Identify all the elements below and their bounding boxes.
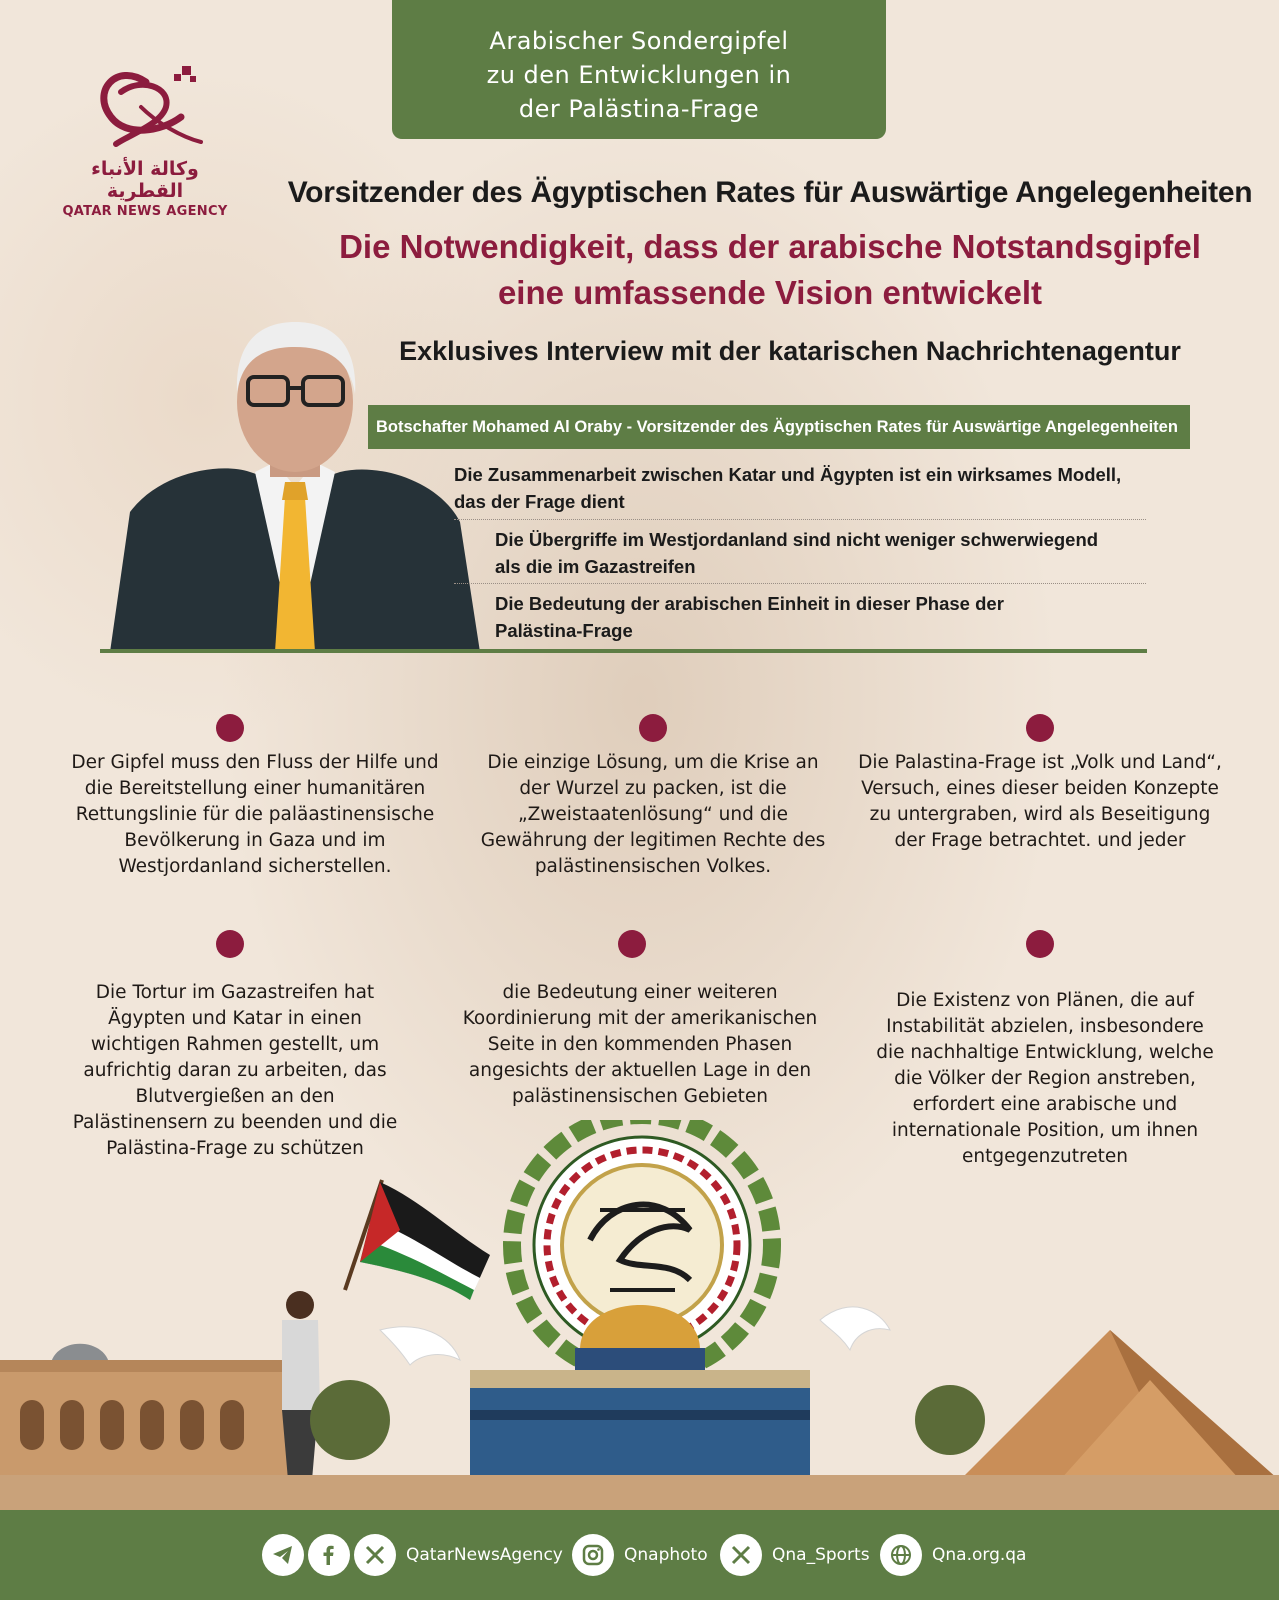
paragraph-line: palästinensischen Gebieten <box>511 1086 769 1107</box>
tree-icon <box>310 1380 390 1460</box>
paragraph-line: angesichts der aktuellen Lage in den <box>468 1060 812 1081</box>
paragraph-line: Die einzige Lösung, um die Krise an <box>487 752 819 773</box>
headline-line: Die Notwendigkeit, dass der arabische Notstandsgipfel <box>339 228 1201 265</box>
paragraph-line: palästinensischen Volkes. <box>534 856 772 877</box>
paragraph-line: erfordert eine arabische und <box>912 1094 1178 1115</box>
paragraph-line: die Bereitstellung einer humanitären <box>84 778 426 799</box>
dove-icon <box>820 1307 890 1350</box>
paragraph-line: internationale Position, um ihnen <box>891 1120 1199 1141</box>
paragraph-line: „Zweistaatenlösung“ und die <box>518 804 788 825</box>
social-qna[interactable] <box>262 1510 563 1600</box>
paragraph-line: Versuch, eines dieser beiden Konzepte <box>861 778 1219 799</box>
paragraph-line: der Wurzel zu packen, ist die <box>519 778 787 799</box>
palestine-flag-icon <box>345 1180 490 1300</box>
tree-icon <box>915 1385 985 1455</box>
paragraph-line: Instabilität abzielen, insbesondere <box>886 1016 1204 1037</box>
paragraph-line: die nachhaltige Entwicklung, welche <box>876 1042 1214 1063</box>
quote-paragraph <box>55 750 455 880</box>
paragraph-line: Die Existenz von Plänen, die auf <box>896 990 1194 1011</box>
divider <box>454 583 1146 584</box>
key-point-line: Die Zusammenarbeit zwischen Katar und Ägypten ist ein wirksames Modell, <box>454 464 1122 485</box>
paragraph-line: der Frage betrachtet. und jeder <box>894 830 1186 851</box>
globe-icon[interactable] <box>880 1534 922 1576</box>
interview-heading: Exklusives Interview mit der katarischen Nachrichtenagentur <box>399 336 1181 366</box>
qna-emblem-icon <box>86 62 206 152</box>
paragraph-line: entgegenzutreten <box>962 1146 1128 1167</box>
bullet-icon <box>639 714 667 742</box>
bullet-icon <box>618 930 646 958</box>
al-aqsa-mosque-icon <box>0 1344 290 1480</box>
paragraph-line: wichtigen Rahmen gestellt, um <box>90 1034 380 1055</box>
banner-line: Arabischer Sondergipfel <box>489 27 789 55</box>
portrait-photo <box>100 322 490 652</box>
footer <box>0 1510 1279 1600</box>
bullet-icon <box>1026 930 1054 958</box>
quote-paragraph <box>445 980 835 1110</box>
paragraph-line: Die Tortur im Gazastreifen hat <box>95 982 375 1003</box>
logo-english-text: QATAR NEWS AGENCY <box>62 204 228 219</box>
banner-line: der Palästina-Frage <box>518 95 760 123</box>
bullet-icon <box>1026 714 1054 742</box>
bullet-icon <box>216 930 244 958</box>
landmarks-illustration <box>0 1120 1279 1510</box>
section-divider <box>100 649 1147 653</box>
paragraph-line: Seite in den kommenden Phasen <box>487 1034 793 1055</box>
key-point <box>495 590 1135 644</box>
paragraph-line: Koordinierung mit der amerikanischen <box>462 1008 818 1029</box>
key-point-line: Palästina-Frage <box>495 620 633 641</box>
bullet-icon <box>216 714 244 742</box>
telegram-icon[interactable] <box>262 1534 304 1576</box>
pyramids-icon <box>960 1330 1279 1480</box>
event-banner <box>392 0 886 139</box>
paragraph-line: Rettungslinie für die paläastinensische <box>75 804 435 825</box>
key-point-line: Die Bedeutung der arabischen Einheit in dieser Phase der <box>495 593 1004 614</box>
dove-icon <box>380 1327 460 1365</box>
instagram-icon[interactable] <box>572 1534 614 1576</box>
social-handle[interactable]: Qna_Sports <box>772 1545 870 1565</box>
dome-of-the-rock-icon <box>470 1305 810 1480</box>
divider <box>454 519 1146 520</box>
person-silhouette-icon <box>282 1291 320 1480</box>
paragraph-line: die Völker der Region anstreben, <box>894 1068 1196 1089</box>
social-instagram[interactable] <box>572 1510 708 1600</box>
paragraph-line: Blutvergießen an den <box>135 1086 335 1107</box>
paragraph-line: Gewährung der legitimen Rechte des <box>480 830 826 851</box>
key-point-line: als die im Gazastreifen <box>495 556 696 577</box>
social-handle[interactable]: Qnaphoto <box>624 1545 708 1565</box>
social-website[interactable] <box>880 1510 1026 1600</box>
headline-line: eine umfassende Vision entwickelt <box>497 274 1043 311</box>
social-handle[interactable]: QatarNewsAgency <box>406 1545 563 1565</box>
speaker-name-bar: Botschafter Mohamed Al Oraby - Vorsitzender des Ägyptischen Rates für Auswärtige Angelegenheiten <box>368 405 1190 449</box>
paragraph-line: Palästina-Frage zu schützen <box>106 1138 364 1159</box>
paragraph-line: aufrichtig daran zu arbeiten, das <box>83 1060 387 1081</box>
key-point <box>454 461 1144 515</box>
paragraph-line: die Bedeutung einer weiteren <box>502 982 778 1003</box>
paragraph-line: zu untergraben, wird als Beseitigung <box>869 804 1211 825</box>
x-twitter-icon[interactable] <box>354 1534 396 1576</box>
key-point-line: Die Übergriffe im Westjordanland sind nicht weniger schwerwiegend <box>495 529 1099 550</box>
paragraph-line: Der Gipfel muss den Fluss der Hilfe und <box>71 752 439 773</box>
paragraph-line: Bevölkerung in Gaza und im <box>124 830 386 851</box>
qna-logo <box>60 62 230 219</box>
subtitle: Vorsitzender des Ägyptischen Rates für Auswärtige Angelegenheiten <box>287 176 1253 209</box>
paragraph-line: Die Palastina-Frage ist „Volk und Land“, <box>858 752 1222 773</box>
quote-paragraph <box>460 750 846 880</box>
key-point-line: das der Frage dient <box>454 491 625 512</box>
paragraph-line: Westjordanland sicherstellen. <box>118 856 392 877</box>
banner-line: zu den Entwicklungen in <box>486 61 792 89</box>
x-twitter-icon[interactable] <box>720 1534 762 1576</box>
logo-arabic-text: وكالة الأنباء القطرية <box>91 158 199 202</box>
facebook-icon[interactable] <box>308 1534 350 1576</box>
social-handle[interactable]: Qna.org.qa <box>932 1545 1027 1565</box>
paragraph-line: Palästinensern zu beenden und die <box>72 1112 398 1133</box>
social-x-sports[interactable] <box>720 1510 870 1600</box>
quote-paragraph <box>840 750 1240 854</box>
paragraph-line: Ägypten und Katar in einen <box>108 1008 362 1029</box>
key-point <box>495 526 1135 580</box>
headline <box>270 224 1270 316</box>
